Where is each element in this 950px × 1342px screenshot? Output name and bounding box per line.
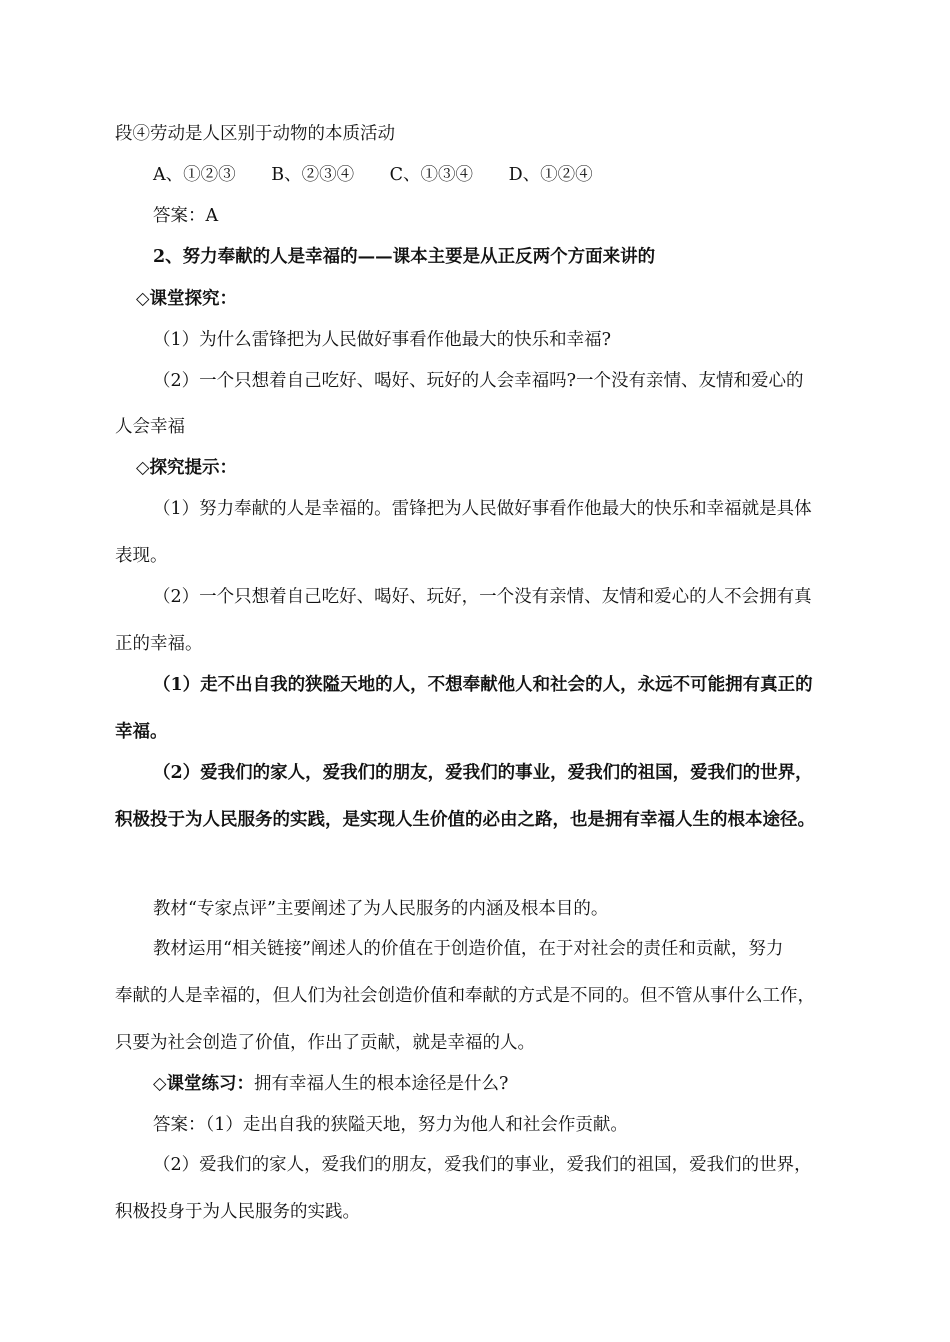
exercise-answer-2: （2）爱我们的家人，爱我们的朋友，爱我们的事业，爱我们的祖国，爱我们的世界，: [153, 1155, 812, 1175]
answer-options: [153, 163, 623, 187]
subheading-classroom-inquiry: ◇课堂探究：: [136, 289, 237, 309]
textbook-note-2: 教材运用“相关链接”阐述人的价值在于创造价值，在于对社会的责任和贡献，努力: [153, 939, 784, 959]
paragraph-text: 段④劳动是人区别于动物的本质活动: [115, 124, 395, 144]
option-c: C、①③④: [389, 165, 474, 185]
hint-1-cont: 表现。: [115, 546, 168, 566]
hint-2-cont: 正的幸福。: [115, 634, 203, 654]
key-point-1: （1）走不出自我的狭隘天地的人，不想奉献他人和社会的人，永远不可能拥有真正的: [153, 675, 813, 695]
answer-text: 答案：A: [153, 206, 219, 226]
section-heading: 2、努力奉献的人是幸福的——课本主要是从正反两个方面来讲的: [153, 247, 656, 267]
hint-1: （1）努力奉献的人是幸福的。雷锋把为人民做好事看作他最大的快乐和幸福就是具体: [153, 499, 812, 519]
option-a: A、①②③: [153, 165, 236, 185]
key-point-1-cont: 幸福。: [115, 722, 168, 742]
textbook-note-2-cont: 奉献的人是幸福的，但人们为社会创造价值和奉献的方式是不同的。但不管从事什么工作，: [115, 986, 815, 1006]
exercise-label: ◇课堂练习：: [153, 1074, 254, 1094]
hint-2: （2）一个只想着自己吃好、喝好、玩好，一个没有亲情、友情和爱心的人不会拥有真: [153, 587, 812, 607]
textbook-note-1: 教材“专家点评”主要阐述了为人民服务的内涵及根本目的。: [153, 899, 609, 919]
classroom-exercise: [153, 1072, 508, 1096]
textbook-note-2-end: 只要为社会创造了价值，作出了贡献，就是幸福的人。: [115, 1033, 535, 1053]
exercise-question: 拥有幸福人生的根本途径是什么?: [253, 1074, 509, 1094]
option-d: D、①②④: [508, 165, 593, 185]
subheading-inquiry-hint: ◇探究提示：: [136, 458, 237, 478]
exercise-answer-2-cont: 积极投身于为人民服务的实践。: [115, 1202, 360, 1222]
exercise-answer-1: 答案：（1）走出自我的狭隘天地，努力为他人和社会作贡献。: [153, 1115, 628, 1135]
option-b: B、②③④: [271, 165, 355, 185]
question-2-cont: 人会幸福: [115, 417, 185, 437]
question-2: （2）一个只想着自己吃好、喝好、玩好的人会幸福吗?一个没有亲情、友情和爱心的: [153, 371, 804, 391]
key-point-2-cont: 积极投于为人民服务的实践，是实现人生价值的必由之路，也是拥有幸福人生的根本途径。: [115, 810, 815, 830]
key-point-2: （2）爱我们的家人，爱我们的朋友，爱我们的事业，爱我们的祖国，爱我们的世界，: [153, 763, 813, 783]
question-1: （1）为什么雷锋把为人民做好事看作他最大的快乐和幸福?: [153, 330, 612, 350]
